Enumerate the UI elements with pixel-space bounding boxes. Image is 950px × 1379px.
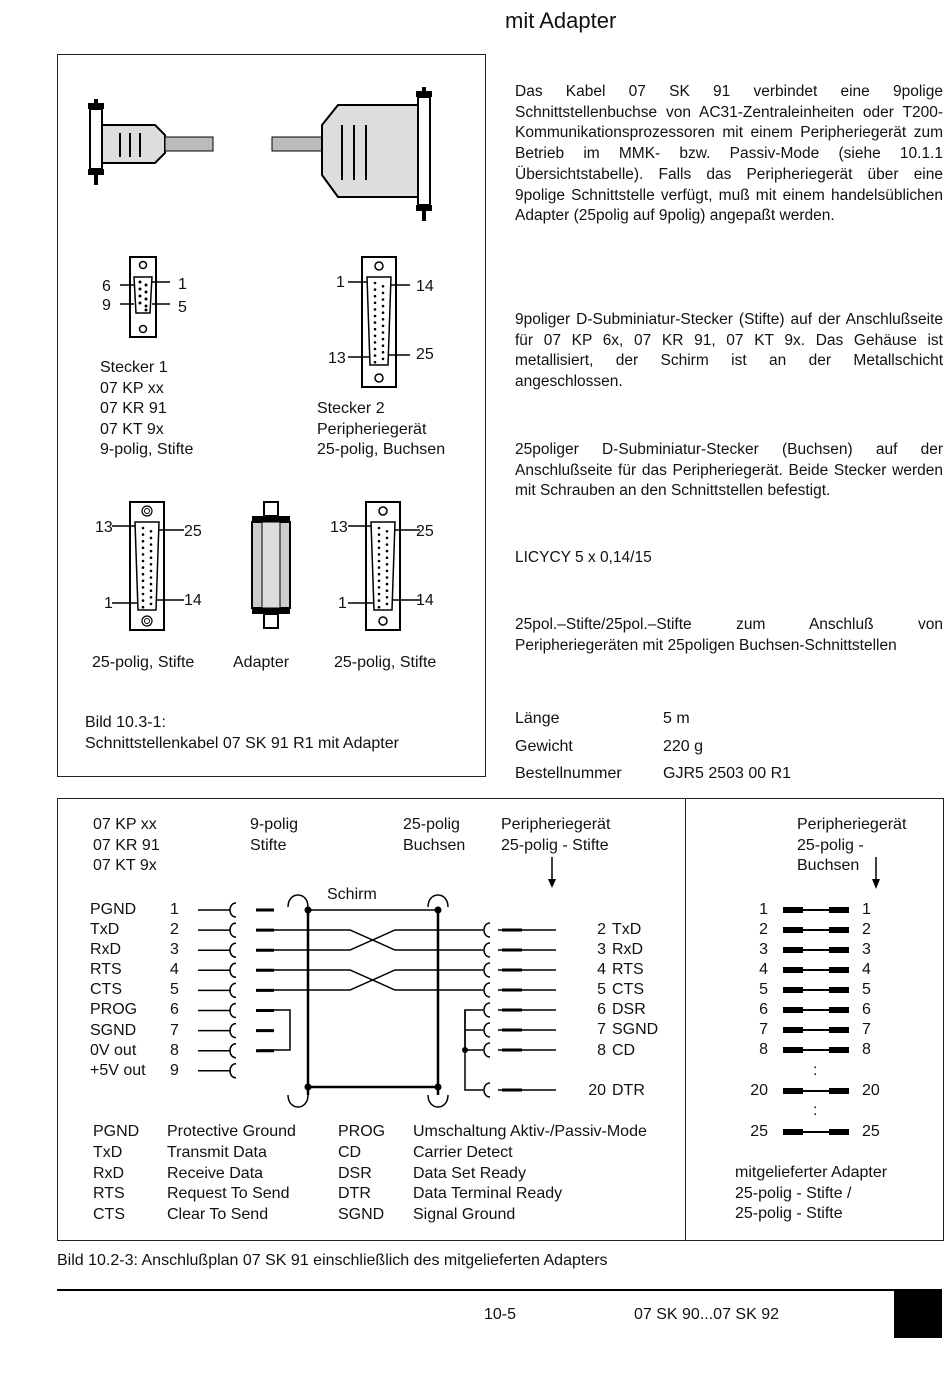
plug-25-right <box>348 500 420 632</box>
paragraph-stecker2: 25poliger D-Subminiatur-Stecker (Buchsen) auf der Anschlußseite für das Peripheriegerät. Beide Stecker werden mit Schrauben an den Schnittstellen befestigt. <box>515 441 943 500</box>
pin-label: 9 <box>102 297 111 314</box>
stecker2-connector <box>348 255 410 390</box>
legend-right: PROG Umschaltung Aktiv-/Passiv-Mode CD Carrier Detect DSR Data Set Ready DTR Data Terminal Ready SGND Signal Ground <box>338 1123 647 1224</box>
figure1-caption: Bild 10.3-1: Schnittstellenkabel 07 SK 91 R1 mit Adapter <box>85 714 399 752</box>
plug-25-left <box>112 500 184 632</box>
wiring-col4: Peripheriegerät 25-polig - Stifte <box>501 816 611 854</box>
spec-row: Länge 5 m <box>515 710 690 727</box>
pin-label: 25 <box>416 346 434 363</box>
stecker1-connector <box>120 255 170 340</box>
adapter-pin-row: 7 7 <box>759 1021 871 1038</box>
adapter-ellipsis: : <box>813 1062 818 1079</box>
schirm-label: Schirm <box>327 886 377 903</box>
adapter-pin-row: 1 1 <box>759 901 871 918</box>
wiring-col3: 25-polig Buchsen <box>403 816 466 854</box>
adapter-ellipsis: : <box>813 1102 818 1119</box>
paragraph-adapter: 25pol.–Stifte/25pol.–Stifte zum Anschluß von Peripheriegeräten mit 25poligen Buchsen-Schnittstellen <box>515 616 943 654</box>
left-signal-list: PGND 1 TxD 2 RxD 3 RTS 4 CTS 5 PROG 6 SGND 7 0V out 8 +5V out 9 <box>90 901 179 1079</box>
spec-row: Gewicht 220 g <box>515 737 704 755</box>
cable-illustration <box>80 85 460 220</box>
pin-label: 13 <box>95 519 113 536</box>
legend-left: PGND Protective Ground TxD Transmit Data RxD Receive Data RTS Request To Send CTS Clear To Send <box>93 1123 296 1224</box>
edge-marker <box>894 1289 942 1338</box>
footer-rule <box>57 1289 897 1291</box>
adapter-pin-row: 2 2 <box>759 921 871 938</box>
page-heading: mit Adapter <box>505 8 617 33</box>
wiring-col1: 07 KP xx 07 KR 91 07 KT 9x <box>93 816 160 874</box>
spec-table <box>515 705 791 788</box>
adapter-pin-row: 8 8 <box>759 1041 871 1058</box>
pin-label: 1 <box>104 595 113 612</box>
figure2-caption: Bild 10.2-3: Anschlußplan 07 SK 91 einschließlich des mitgelieferten Adapters <box>57 1252 608 1269</box>
pin-label: 14 <box>416 278 434 295</box>
pin-label: 6 <box>102 278 111 295</box>
label-25pol-right: 25-polig, Stifte <box>334 654 437 671</box>
paragraph-kabel: LICYCY 5 x 0,14/15 <box>515 549 652 566</box>
pin-label: 14 <box>416 592 434 609</box>
adapter-pin-row: 4 4 <box>759 961 871 978</box>
adapter-panel-arrow <box>870 857 882 891</box>
pin-label: 1 <box>336 274 345 291</box>
page-number: 10-5 <box>484 1306 517 1323</box>
adapter-pin-row: 5 5 <box>759 981 871 998</box>
wiring-diagram <box>190 855 570 1115</box>
adapter-pin-row: 20 20 <box>750 1082 880 1099</box>
pin-label: 25 <box>416 523 434 540</box>
pin-label: 1 <box>338 595 347 612</box>
pin-label: 14 <box>184 592 202 609</box>
paragraph-intro: Das Kabel 07 SK 91 verbindet eine 9polige Schnittstellenbuchse von AC31-Zentraleinheiten oder T200-Kommunikationsprozessoren mit einem Peripheriegerät zum Betrieb im MMK- bzw. Passiv-Mode (siehe 10.1.1 Übersichtstabelle). Falls das Peripheriegerät über eine 9polige Schnittstelle verfügt, muß mit einem handelsüblichen Adapter (25polig auf 9polig) angepaßt werden. <box>515 83 943 225</box>
adapter-panel-header: Peripheriegerät 25-polig - Buchsen <box>797 816 907 874</box>
adapter-drawing <box>248 500 298 632</box>
wiring-divider <box>685 798 686 1240</box>
wiring-col2: 9-polig Stifte <box>250 816 299 854</box>
stecker2-label: Stecker 2 Peripheriegerät 25-polig, Buchsen <box>317 400 446 458</box>
adapter-panel-footer: mitgelieferter Adapter 25-polig - Stifte / 25-polig - Stifte <box>735 1164 888 1222</box>
pin-label: 25 <box>184 523 202 540</box>
pin-label: 5 <box>178 299 187 316</box>
stecker1-label: Stecker 1 07 KP xx 07 KR 91 07 KT 9x 9-polig, Stifte <box>100 359 194 458</box>
adapter-pin-row: 3 3 <box>759 941 871 958</box>
label-adapter: Adapter <box>233 654 290 671</box>
right-signal-list: 2 TxD 3 RxD 4 RTS 5 CTS 6 DSR 7 SGND 8 CD 20 DTR <box>588 921 659 1099</box>
product-range: 07 SK 90...07 SK 92 <box>634 1306 779 1323</box>
spec-row: Bestellnummer GJR5 2503 00 R1 <box>515 765 792 782</box>
pin-label: 1 <box>178 276 187 293</box>
adapter-pin-row: 25 25 <box>750 1123 880 1140</box>
paragraph-stecker1: 9poliger D-Subminiatur-Stecker (Stifte) auf der Anschlußseite für 07 KP 6x, 07 KR 91, 07 KT 9x. Das Gehäuse ist metallisiert, der Schirm ist an der Metallschicht angeschlossen. <box>515 311 943 391</box>
pin-label: 13 <box>330 519 348 536</box>
pin-label: 13 <box>328 350 346 367</box>
label-25pol-left: 25-polig, Stifte <box>92 654 195 671</box>
adapter-pin-row: 6 6 <box>759 1001 871 1018</box>
